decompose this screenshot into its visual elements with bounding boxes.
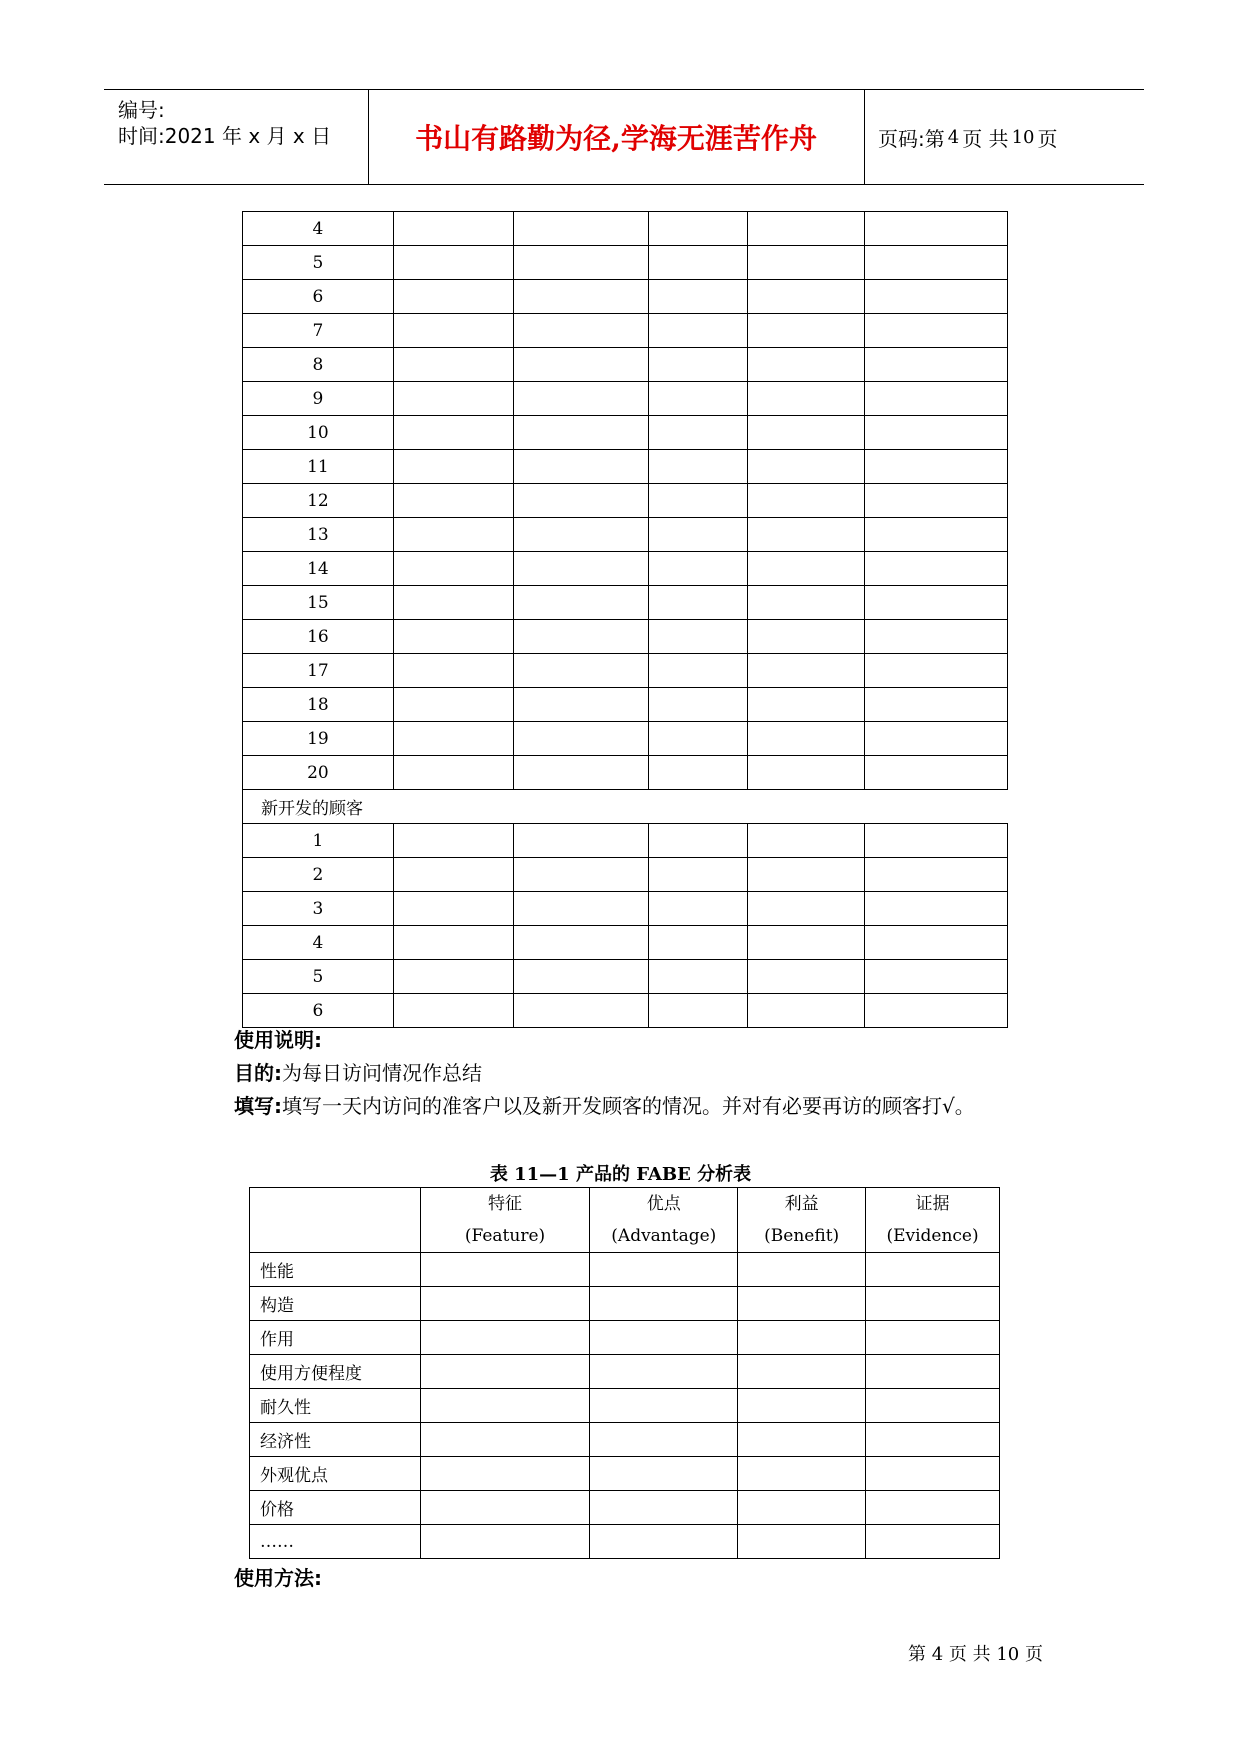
empty-cell (649, 212, 748, 246)
section-label: 新开发的顾客 (243, 790, 1008, 824)
row-number: 10 (243, 416, 394, 450)
table-row (250, 1389, 1000, 1423)
empty-cell (513, 722, 649, 756)
empty-cell (420, 1287, 590, 1321)
page-current: 4 (947, 126, 960, 148)
empty-cell (748, 382, 865, 416)
empty-cell (649, 960, 748, 994)
empty-cell (866, 1253, 1000, 1287)
table-row (243, 450, 1008, 484)
empty-cell (866, 1355, 1000, 1389)
empty-cell (649, 654, 748, 688)
empty-cell (649, 824, 748, 858)
empty-cell (649, 926, 748, 960)
row-number: 20 (243, 756, 394, 790)
empty-cell (393, 654, 513, 688)
empty-cell (393, 926, 513, 960)
table-row (243, 756, 1008, 790)
empty-cell (748, 722, 865, 756)
empty-cell (865, 382, 1008, 416)
empty-cell (865, 994, 1008, 1028)
empty-cell (513, 246, 649, 280)
row-number: 4 (243, 212, 394, 246)
empty-cell (865, 654, 1008, 688)
row-number: 5 (243, 960, 394, 994)
fabe-row-label: 作用 (250, 1321, 421, 1355)
page-total: 10 (1011, 126, 1035, 148)
empty-cell (738, 1525, 866, 1559)
empty-cell (865, 484, 1008, 518)
empty-cell (513, 484, 649, 518)
table-row (250, 1457, 1000, 1491)
empty-cell (393, 450, 513, 484)
empty-cell (590, 1253, 738, 1287)
empty-cell (738, 1491, 866, 1525)
empty-cell (866, 1491, 1000, 1525)
fabe-header-cell (866, 1188, 1000, 1253)
empty-cell (738, 1389, 866, 1423)
empty-cell (513, 824, 649, 858)
empty-cell (865, 552, 1008, 586)
empty-cell (649, 382, 748, 416)
empty-cell (393, 824, 513, 858)
empty-cell (865, 858, 1008, 892)
fabe-row-label: 价格 (250, 1491, 421, 1525)
empty-cell (590, 1355, 738, 1389)
empty-cell (420, 1491, 590, 1525)
empty-cell (748, 824, 865, 858)
fabe-caption: 表 11—1 产品的 FABE 分析表 (489, 1164, 752, 1185)
table-row (243, 688, 1008, 722)
fill-line (234, 1090, 975, 1119)
row-number: 3 (243, 892, 394, 926)
purpose-line (234, 1057, 482, 1086)
row-number: 4 (243, 926, 394, 960)
empty-cell (649, 484, 748, 518)
empty-cell (590, 1321, 738, 1355)
fabe-row-label: 性能 (250, 1253, 421, 1287)
table-row (243, 212, 1008, 246)
empty-cell (420, 1389, 590, 1423)
empty-cell (748, 926, 865, 960)
method-title: 使用方法: (234, 1566, 322, 1590)
empty-cell (649, 620, 748, 654)
empty-cell (393, 688, 513, 722)
page-mid: 页 共 (962, 126, 1009, 151)
purpose-label: 目的: (234, 1061, 282, 1085)
empty-cell (649, 246, 748, 280)
empty-cell (420, 1253, 590, 1287)
empty-cell (649, 280, 748, 314)
table-row (250, 1525, 1000, 1559)
table-row (243, 518, 1008, 552)
empty-cell (393, 314, 513, 348)
fabe-header-en: (Feature) (464, 1226, 546, 1246)
empty-cell (748, 518, 865, 552)
empty-cell (649, 722, 748, 756)
empty-cell (865, 314, 1008, 348)
fabe-header-en: (Benefit) (764, 1226, 840, 1246)
row-number: 1 (243, 824, 394, 858)
empty-cell (513, 688, 649, 722)
table-row (250, 1491, 1000, 1525)
empty-cell (738, 1423, 866, 1457)
table-row (250, 1253, 1000, 1287)
fabe-row-label: 构造 (250, 1287, 421, 1321)
fabe-header-cn: 证据 (915, 1194, 950, 1214)
empty-cell (865, 688, 1008, 722)
fabe-header-en: (Evidence) (886, 1226, 979, 1246)
empty-cell (649, 552, 748, 586)
row-number: 11 (243, 450, 394, 484)
empty-cell (513, 994, 649, 1028)
empty-cell (865, 212, 1008, 246)
empty-cell (748, 484, 865, 518)
empty-cell (420, 1321, 590, 1355)
table-row (243, 892, 1008, 926)
empty-cell (590, 1457, 738, 1491)
row-number: 13 (243, 518, 394, 552)
empty-cell (513, 756, 649, 790)
empty-cell (748, 960, 865, 994)
empty-cell (513, 348, 649, 382)
fabe-header-cell (420, 1188, 590, 1253)
empty-cell (649, 518, 748, 552)
table-row (243, 858, 1008, 892)
empty-cell (738, 1457, 866, 1491)
empty-cell (649, 994, 748, 1028)
row-number: 8 (243, 348, 394, 382)
empty-cell (513, 858, 649, 892)
row-number: 5 (243, 246, 394, 280)
empty-cell (748, 450, 865, 484)
empty-cell (393, 960, 513, 994)
visit-table (242, 211, 1008, 1028)
fabe-row-label: …… (250, 1525, 421, 1559)
table-row (250, 1423, 1000, 1457)
row-number: 14 (243, 552, 394, 586)
empty-cell (393, 994, 513, 1028)
empty-cell (865, 518, 1008, 552)
empty-cell (865, 348, 1008, 382)
empty-cell (590, 1423, 738, 1457)
table-row (243, 416, 1008, 450)
fabe-row-label: 经济性 (250, 1423, 421, 1457)
empty-cell (865, 620, 1008, 654)
table-row (243, 960, 1008, 994)
fill-label: 填写: (234, 1094, 282, 1118)
table-row (243, 586, 1008, 620)
empty-cell (393, 620, 513, 654)
empty-cell (420, 1423, 590, 1457)
table-row (243, 994, 1008, 1028)
row-number: 6 (243, 994, 394, 1028)
table-row (250, 1287, 1000, 1321)
empty-cell (649, 858, 748, 892)
empty-cell (866, 1423, 1000, 1457)
row-number: 9 (243, 382, 394, 416)
empty-cell (748, 654, 865, 688)
empty-cell (748, 348, 865, 382)
fabe-header-row (250, 1188, 1000, 1253)
empty-cell (590, 1525, 738, 1559)
empty-cell (649, 416, 748, 450)
time-label: 时间:2021 年 x 月 x 日 (118, 124, 332, 148)
row-number: 2 (243, 858, 394, 892)
row-number: 6 (243, 280, 394, 314)
empty-cell (865, 892, 1008, 926)
empty-cell (513, 382, 649, 416)
empty-cell (393, 586, 513, 620)
fabe-header-en: (Advantage) (611, 1226, 717, 1246)
empty-cell (590, 1389, 738, 1423)
fabe-row-label: 外观优点 (250, 1457, 421, 1491)
empty-cell (649, 688, 748, 722)
table-row (250, 1355, 1000, 1389)
empty-cell (865, 450, 1008, 484)
empty-cell (393, 552, 513, 586)
empty-cell (513, 280, 649, 314)
fabe-header-cn: 利益 (784, 1194, 819, 1214)
empty-cell (748, 994, 865, 1028)
empty-cell (748, 586, 865, 620)
empty-cell (420, 1355, 590, 1389)
empty-cell (513, 654, 649, 688)
row-number: 19 (243, 722, 394, 756)
number-label: 编号: (118, 98, 165, 122)
fabe-header-cn: 特征 (487, 1194, 522, 1214)
page-footer: 第 4 页 共 10 页 (908, 1644, 1043, 1665)
empty-cell (865, 416, 1008, 450)
empty-cell (649, 314, 748, 348)
table-row (243, 552, 1008, 586)
empty-cell (513, 892, 649, 926)
header-meta (104, 90, 369, 184)
empty-cell (393, 280, 513, 314)
empty-cell (738, 1287, 866, 1321)
fill-text: 填写一天内访问的准客户以及新开发顾客的情况。并对有必要再访的顾客打√。 (282, 1094, 975, 1118)
row-number: 16 (243, 620, 394, 654)
empty-cell (393, 382, 513, 416)
table-row (243, 484, 1008, 518)
table-row (243, 654, 1008, 688)
empty-cell (590, 1287, 738, 1321)
empty-cell (393, 348, 513, 382)
empty-cell (748, 858, 865, 892)
empty-cell (748, 212, 865, 246)
fabe-table (249, 1187, 1000, 1559)
table-row (243, 722, 1008, 756)
empty-cell (865, 756, 1008, 790)
empty-cell (513, 552, 649, 586)
usage-title-text: 使用说明: (234, 1028, 322, 1052)
empty-cell (865, 926, 1008, 960)
row-number: 15 (243, 586, 394, 620)
empty-cell (393, 518, 513, 552)
empty-cell (513, 212, 649, 246)
empty-cell (513, 416, 649, 450)
empty-cell (393, 246, 513, 280)
empty-cell (649, 756, 748, 790)
table-row (243, 314, 1008, 348)
empty-cell (590, 1491, 738, 1525)
empty-cell (748, 620, 865, 654)
empty-cell (738, 1253, 866, 1287)
empty-cell (748, 246, 865, 280)
empty-cell (393, 416, 513, 450)
empty-cell (748, 416, 865, 450)
empty-cell (393, 484, 513, 518)
row-number: 17 (243, 654, 394, 688)
empty-cell (748, 688, 865, 722)
empty-cell (748, 552, 865, 586)
empty-cell (393, 858, 513, 892)
empty-cell (649, 586, 748, 620)
empty-cell (513, 960, 649, 994)
header-page-info (864, 90, 1144, 184)
page-header (104, 89, 1144, 185)
row-number: 12 (243, 484, 394, 518)
fabe-row-label: 耐久性 (250, 1389, 421, 1423)
empty-cell (865, 824, 1008, 858)
empty-cell (738, 1355, 866, 1389)
empty-cell (865, 246, 1008, 280)
empty-cell (865, 722, 1008, 756)
table-row (243, 348, 1008, 382)
table-row (243, 382, 1008, 416)
page-suffix: 页 (1037, 126, 1058, 151)
header-motto: 书山有路勤为径,学海无涯苦作舟 (368, 90, 865, 184)
fabe-header-cn: 优点 (646, 1194, 681, 1214)
empty-cell (866, 1457, 1000, 1491)
row-number: 18 (243, 688, 394, 722)
empty-cell (649, 348, 748, 382)
table-row (243, 926, 1008, 960)
empty-cell (420, 1525, 590, 1559)
empty-cell (513, 926, 649, 960)
empty-cell (738, 1321, 866, 1355)
empty-cell (393, 212, 513, 246)
purpose-text: 为每日访问情况作总结 (282, 1061, 482, 1085)
empty-cell (393, 756, 513, 790)
empty-cell (865, 960, 1008, 994)
empty-cell (513, 620, 649, 654)
empty-cell (866, 1389, 1000, 1423)
table-row (243, 246, 1008, 280)
table-row (243, 620, 1008, 654)
table-row (243, 824, 1008, 858)
table-row (250, 1321, 1000, 1355)
empty-cell (513, 450, 649, 484)
row-number: 7 (243, 314, 394, 348)
section-row (243, 790, 1008, 824)
empty-cell (748, 314, 865, 348)
empty-cell (250, 1188, 421, 1253)
empty-cell (748, 280, 865, 314)
empty-cell (393, 722, 513, 756)
empty-cell (513, 518, 649, 552)
table-row (243, 280, 1008, 314)
fabe-header-cell (738, 1188, 866, 1253)
empty-cell (420, 1457, 590, 1491)
empty-cell (748, 892, 865, 926)
usage-title (234, 1024, 322, 1053)
empty-cell (393, 892, 513, 926)
empty-cell (866, 1287, 1000, 1321)
page-prefix: 页码:第 (878, 126, 945, 151)
empty-cell (865, 280, 1008, 314)
fabe-header-cell (590, 1188, 738, 1253)
empty-cell (866, 1321, 1000, 1355)
empty-cell (649, 892, 748, 926)
empty-cell (649, 450, 748, 484)
empty-cell (513, 314, 649, 348)
fabe-row-label: 使用方便程度 (250, 1355, 421, 1389)
empty-cell (513, 586, 649, 620)
empty-cell (866, 1525, 1000, 1559)
empty-cell (865, 586, 1008, 620)
empty-cell (748, 756, 865, 790)
